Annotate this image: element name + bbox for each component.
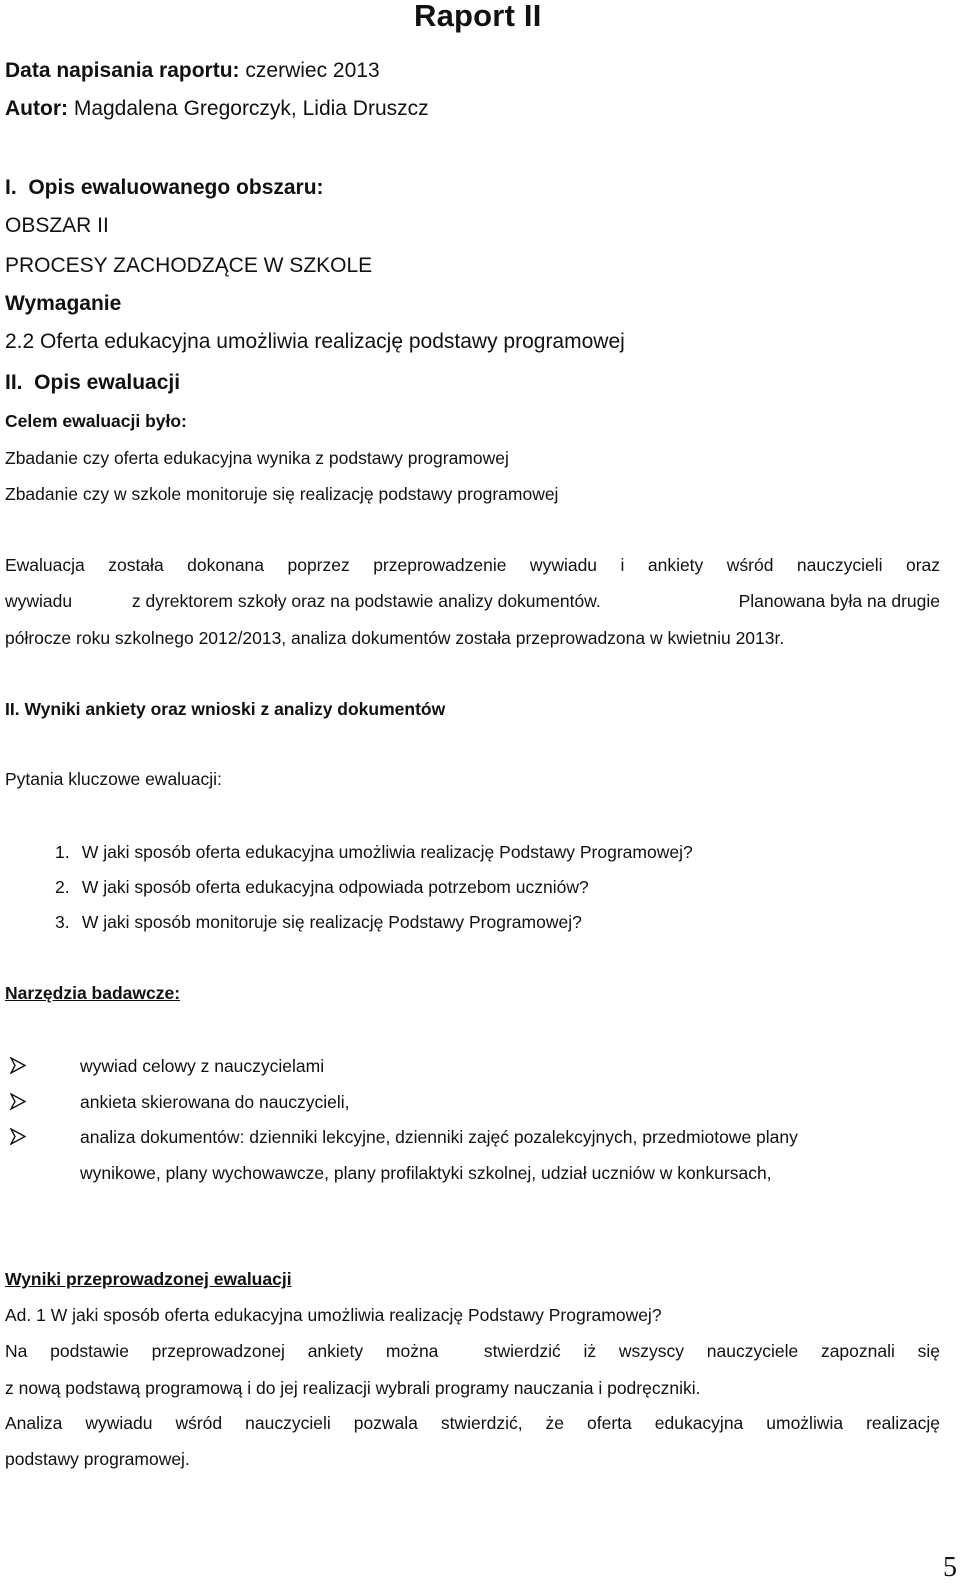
- question-text: W jaki sposób oferta edukacyjna odpowiada potrzebom uczniów?: [81, 877, 589, 897]
- section-3-heading: II. Wyniki ankiety oraz wnioski z analizy dokumentów: [5, 699, 446, 719]
- author-value: Magdalena Gregorczyk, Lidia Druszcz: [73, 97, 429, 120]
- tools-item: [10, 1125, 940, 1149]
- results-ad1: Ad. 1 W jaki sposób oferta edukacyjna umożliwia realizację Podstawy Programowej?: [5, 1305, 662, 1325]
- method-paragraph-line: półrocze roku szkolnego 2012/2013, analiza dokumentów została przeprowadzona w kwietniu 2013r.: [5, 628, 785, 648]
- goal-item: Zbadanie czy w szkole monitoruje się realizację podstawy programowej: [5, 484, 559, 504]
- arrow-bullet-icon: [10, 1090, 80, 1114]
- report-title: Raport II: [414, 0, 542, 33]
- method-paragraph-line: Ewaluacja została dokonana poprzez przeprowadzenie wywiadu i ankiety wśród nauczycieli oraz: [5, 555, 940, 575]
- question-number: 1.: [55, 842, 70, 862]
- method-schedule: Planowana była na drugie: [738, 591, 940, 611]
- question-number: 2.: [55, 877, 70, 897]
- tools-item-text: wywiad celowy z nauczycielami: [80, 1056, 325, 1076]
- question-text: W jaki sposób oferta edukacyjna umożliwia realizację Podstawy Programowej?: [81, 842, 693, 862]
- requirement-label: Wymaganie: [5, 292, 122, 315]
- results-paragraph-line: podstawy programowej.: [5, 1449, 190, 1469]
- question-item: [55, 910, 582, 934]
- arrow-bullet-icon: [10, 1054, 80, 1078]
- tools-heading: Narzędzia badawcze:: [5, 983, 181, 1003]
- requirement-text: 2.2 Oferta edukacyjna umożliwia realizację podstawy programowej: [5, 330, 625, 353]
- goal-label: Celem ewaluacji było:: [5, 411, 187, 431]
- author-label: Autor:: [5, 97, 68, 120]
- results-heading: Wyniki przeprowadzonej ewaluacji: [5, 1269, 292, 1289]
- report-date-line: [5, 58, 380, 84]
- question-item: [55, 840, 693, 864]
- tools-item: [10, 1054, 324, 1078]
- results-paragraph-line: Na podstawie przeprowadzonej ankiety można stwierdzić iż wszyscy nauczyciele zapoznali się: [5, 1341, 940, 1361]
- section-2-heading: II. Opis ewaluacji: [5, 371, 181, 394]
- method-interview-word: wywiadu: [5, 591, 73, 611]
- tools-item-text: analiza dokumentów: dzienniki lekcyjne, dzienniki zajęć pozalekcyjnych, przedmiotowe plany: [80, 1127, 798, 1147]
- section-1-heading: I. Opis ewaluowanego obszaru:: [5, 176, 324, 199]
- results-paragraph-line: Analiza wywiadu wśród nauczycieli pozwala stwierdzić, że oferta edukacyjna umożliwia realizację: [5, 1413, 940, 1433]
- results-paragraph-line: z nową podstawą programową i do jej realizacji wybrali programy nauczania i podręczniki.: [5, 1378, 701, 1398]
- report-author-line: [5, 96, 429, 122]
- tools-item-continuation: wynikowe, plany wychowawcze, plany profilaktyki szkolnej, udział uczniów w konkursach,: [80, 1163, 772, 1183]
- area-name: PROCESY ZACHODZĄCE W SZKOLE: [5, 254, 373, 277]
- page-number: 5: [943, 1552, 957, 1583]
- method-paragraph-line: [5, 589, 940, 613]
- date-label: Data napisania raportu:: [5, 59, 240, 82]
- arrow-bullet-icon: [10, 1125, 80, 1149]
- tools-item-text: ankieta skierowana do nauczycieli,: [80, 1092, 350, 1112]
- question-text: W jaki sposób monitoruje się realizację Podstawy Programowej?: [81, 912, 582, 932]
- goal-item: Zbadanie czy oferta edukacyjna wynika z podstawy programowej: [5, 448, 509, 468]
- date-value: czerwiec 2013: [245, 59, 380, 82]
- question-number: 3.: [55, 912, 70, 932]
- question-item: [55, 875, 589, 899]
- tools-item: [10, 1090, 349, 1114]
- method-interview-rest: z dyrektorem szkoły oraz na podstawie analizy dokumentów.: [131, 591, 601, 611]
- area-number: OBSZAR II: [5, 214, 109, 237]
- questions-label: Pytania kluczowe ewaluacji:: [5, 769, 222, 789]
